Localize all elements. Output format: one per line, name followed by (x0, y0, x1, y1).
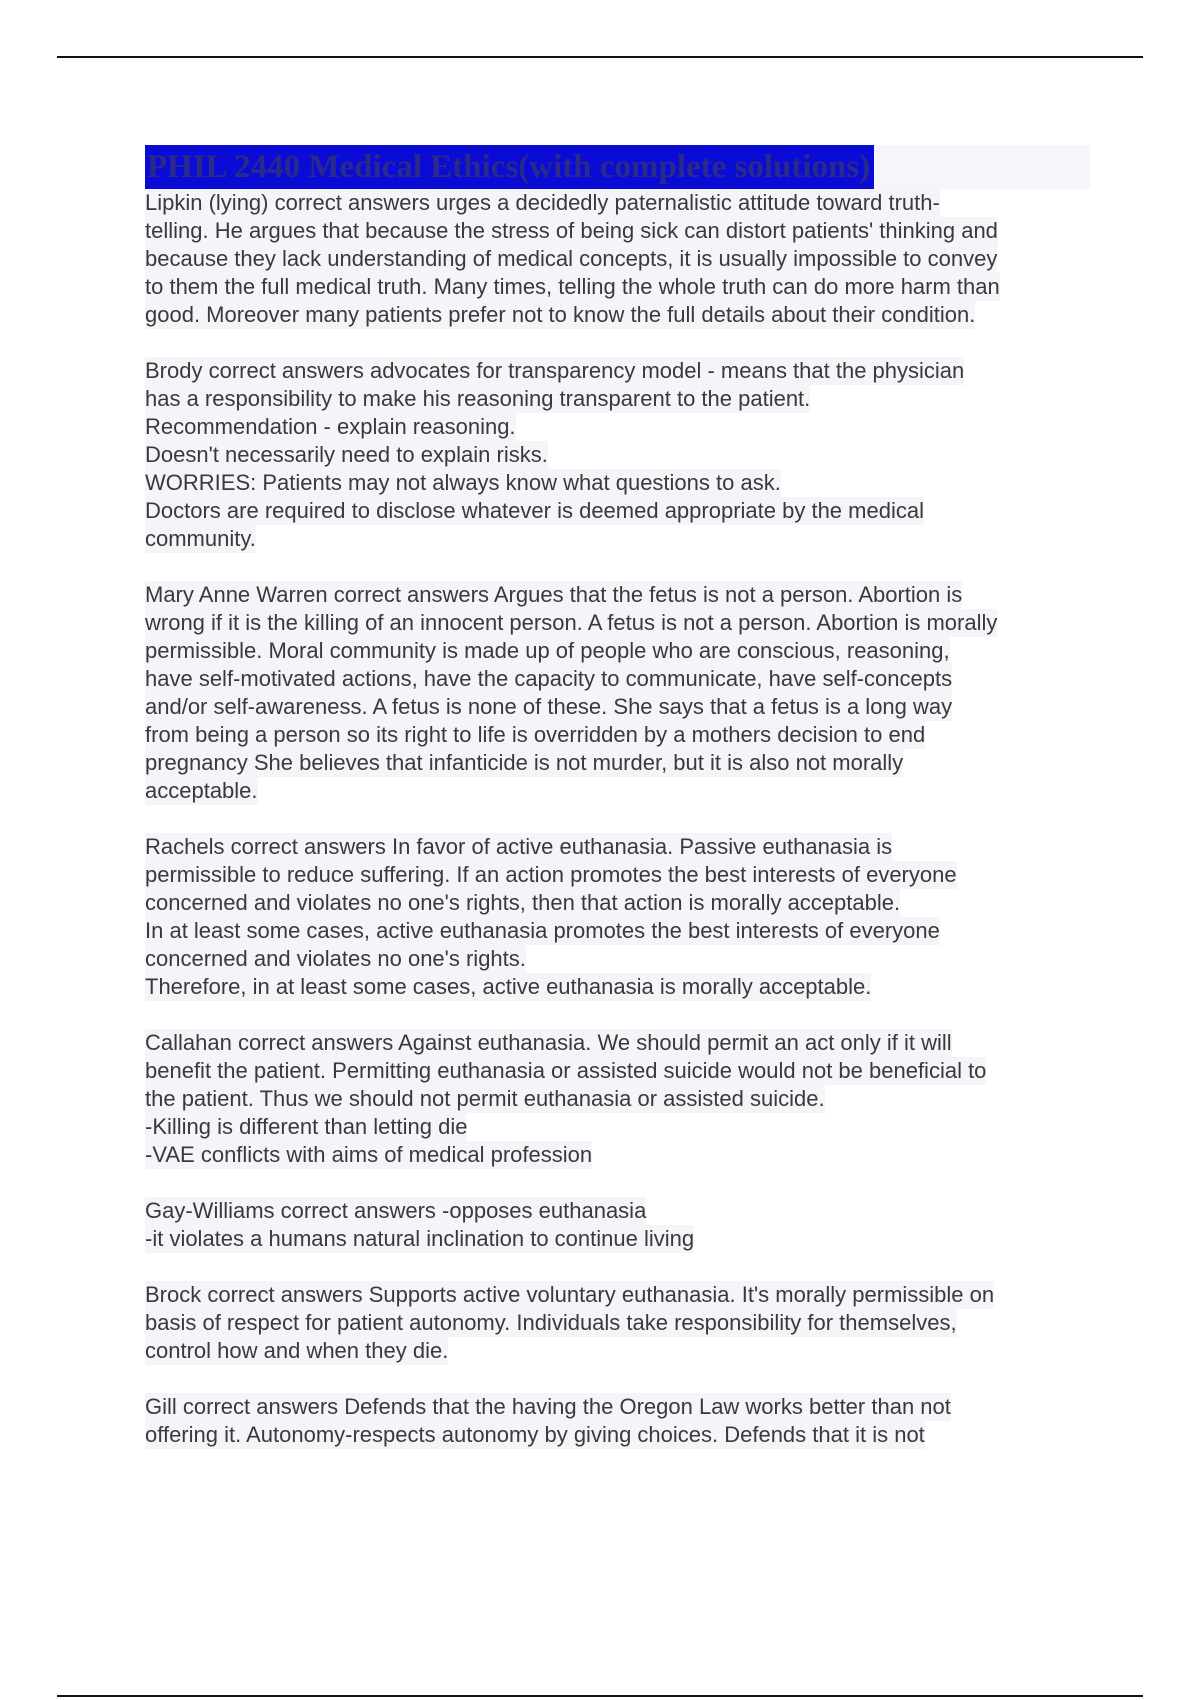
text-line: permissible to reduce suffering. If an action promotes the best interests of everyone (145, 862, 957, 887)
paragraph (145, 1029, 1090, 1169)
text-line: Brody correct answers advocates for transparency model - means that the physician (145, 358, 965, 383)
text-line: Brock correct answers Supports active voluntary euthanasia. It's morally permissible on (145, 1282, 995, 1307)
text-line: Gay-Williams correct answers -opposes euthanasia (145, 1198, 647, 1223)
document-title: PHIL 2440 Medical Ethics(with complete solutions) (145, 145, 874, 189)
text-line: Recommendation - explain reasoning. (145, 414, 516, 439)
text-line: In at least some cases, active euthanasia promotes the best interests of everyone (145, 918, 940, 943)
paragraph (145, 1393, 1090, 1449)
paragraph-list (145, 189, 1090, 1449)
text-line: acceptable. (145, 778, 258, 803)
text-line: from being a person so its right to life is overridden by a mothers decision to end (145, 722, 926, 747)
text-line: telling. He argues that because the stress of being sick can distort patients' thinking and (145, 218, 998, 243)
paragraph (145, 833, 1090, 1001)
paragraph (145, 581, 1090, 805)
header-rule (57, 56, 1143, 58)
text-line: community. (145, 526, 256, 551)
text-line: permissible. Moral community is made up of people who are conscious, reasoning, (145, 638, 950, 663)
text-line: Mary Anne Warren correct answers Argues that the fetus is not a person. Abortion is (145, 582, 963, 607)
text-line: Callahan correct answers Against euthanasia. We should permit an act only if it will (145, 1030, 952, 1055)
text-line: to them the full medical truth. Many times, telling the whole truth can do more harm than (145, 274, 1000, 299)
text-line: WORRIES: Patients may not always know what questions to ask. (145, 470, 781, 495)
text-line: Gill correct answers Defends that the having the Oregon Law works better than not (145, 1394, 951, 1419)
text-line: benefit the patient. Permitting euthanasia or assisted suicide would not be beneficial to (145, 1058, 987, 1083)
text-line: has a responsibility to make his reasoning transparent to the patient. (145, 386, 811, 411)
text-line: concerned and violates no one's rights, then that action is morally acceptable. (145, 890, 901, 915)
text-line: Rachels correct answers In favor of active euthanasia. Passive euthanasia is (145, 834, 893, 859)
text-line: pregnancy She believes that infanticide is not murder, but it is also not morally (145, 750, 904, 775)
text-line: Therefore, in at least some cases, active euthanasia is morally acceptable. (145, 974, 872, 999)
paragraph (145, 1197, 1090, 1253)
text-line: because they lack understanding of medical concepts, it is usually impossible to convey (145, 246, 998, 271)
text-line: -Killing is different than letting die (145, 1114, 468, 1139)
document-body (145, 145, 1090, 1477)
text-line: good. Moreover many patients prefer not to know the full details about their condition. (145, 302, 976, 327)
text-line: Doesn't necessarily need to explain risks. (145, 442, 548, 467)
text-line: Doctors are required to disclose whatever is deemed appropriate by the medical (145, 498, 924, 523)
text-line: wrong if it is the killing of an innocent person. A fetus is not a person. Abortion is morally (145, 610, 998, 635)
text-line: and/or self-awareness. A fetus is none of these. She says that a fetus is a long way (145, 694, 953, 719)
text-line: have self-motivated actions, have the capacity to communicate, have self-concepts (145, 666, 953, 691)
text-line: control how and when they die. (145, 1338, 449, 1363)
text-line: the patient. Thus we should not permit euthanasia or assisted suicide. (145, 1086, 825, 1111)
text-line: -VAE conflicts with aims of medical profession (145, 1142, 593, 1167)
text-line: offering it. Autonomy-respects autonomy by giving choices. Defends that it is not (145, 1422, 925, 1447)
paragraph (145, 189, 1090, 329)
paragraph (145, 357, 1090, 553)
text-line: concerned and violates no one's rights. (145, 946, 526, 971)
footer-rule (57, 1695, 1143, 1697)
paragraph (145, 1281, 1090, 1365)
text-line: Lipkin (lying) correct answers urges a decidedly paternalistic attitude toward truth- (145, 190, 940, 215)
title-row (145, 145, 1090, 189)
text-line: -it violates a humans natural inclination to continue living (145, 1226, 695, 1251)
text-line: basis of respect for patient autonomy. Individuals take responsibility for themselves, (145, 1310, 957, 1335)
